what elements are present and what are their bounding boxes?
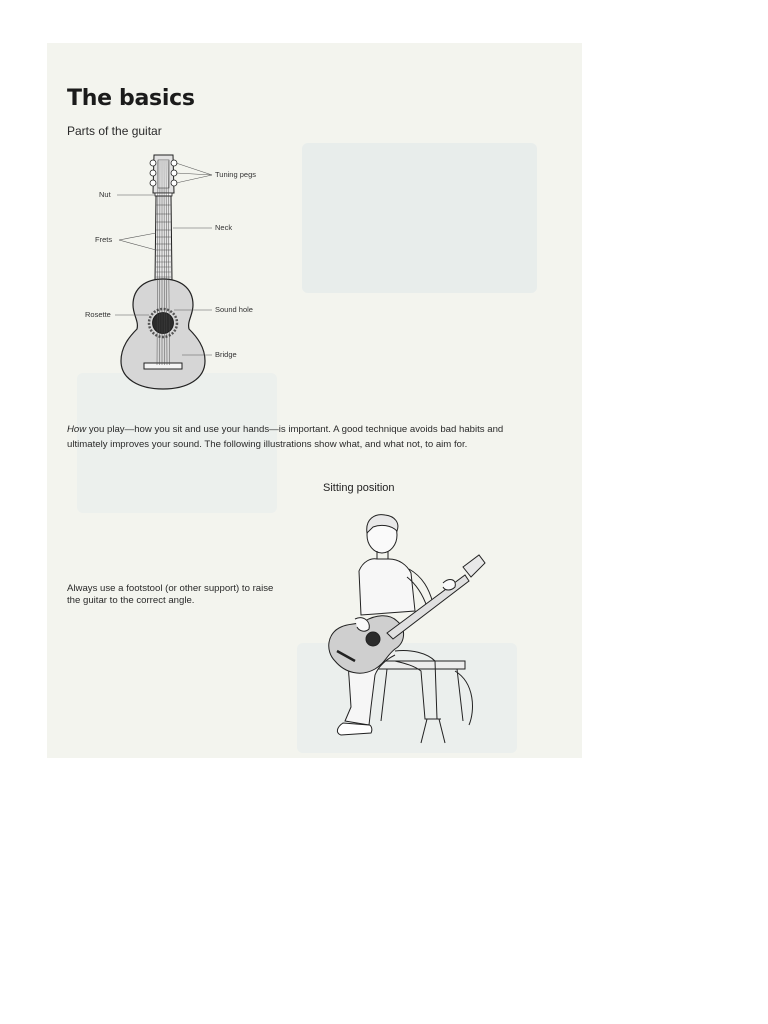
intro-emphasis: How (67, 424, 87, 435)
footstool-note: Always use a footstool (or other support) to raise the guitar to the correct angle. (67, 583, 274, 606)
classical-guitar-diagram-icon (77, 153, 287, 393)
label-nut: Nut (99, 190, 111, 199)
label-sound-hole: Sound hole (215, 305, 253, 314)
sitting-position-heading: Sitting position (323, 482, 395, 494)
intro-text: you play—how you sit and use your hands—is important. A good technique avoids bad habits and ultimately improves your sound. The following illustrations show what, and what not, to aim for. (67, 424, 504, 450)
seated-guitarist-illustration-icon (315, 511, 495, 751)
label-rosette: Rosette (85, 310, 111, 319)
parts-of-guitar-heading: Parts of the guitar (67, 124, 162, 138)
intro-paragraph (67, 423, 537, 452)
label-neck: Neck (215, 223, 233, 232)
label-tuning-pegs: Tuning pegs (215, 170, 257, 179)
guitar-parts-diagram (77, 153, 287, 393)
page-title: The basics (67, 86, 195, 111)
bleed-through-shape (302, 143, 537, 293)
label-frets: Frets (95, 235, 113, 244)
label-bridge: Bridge (215, 350, 237, 359)
scanned-page (47, 43, 582, 758)
sitting-position-illustration (315, 511, 495, 751)
